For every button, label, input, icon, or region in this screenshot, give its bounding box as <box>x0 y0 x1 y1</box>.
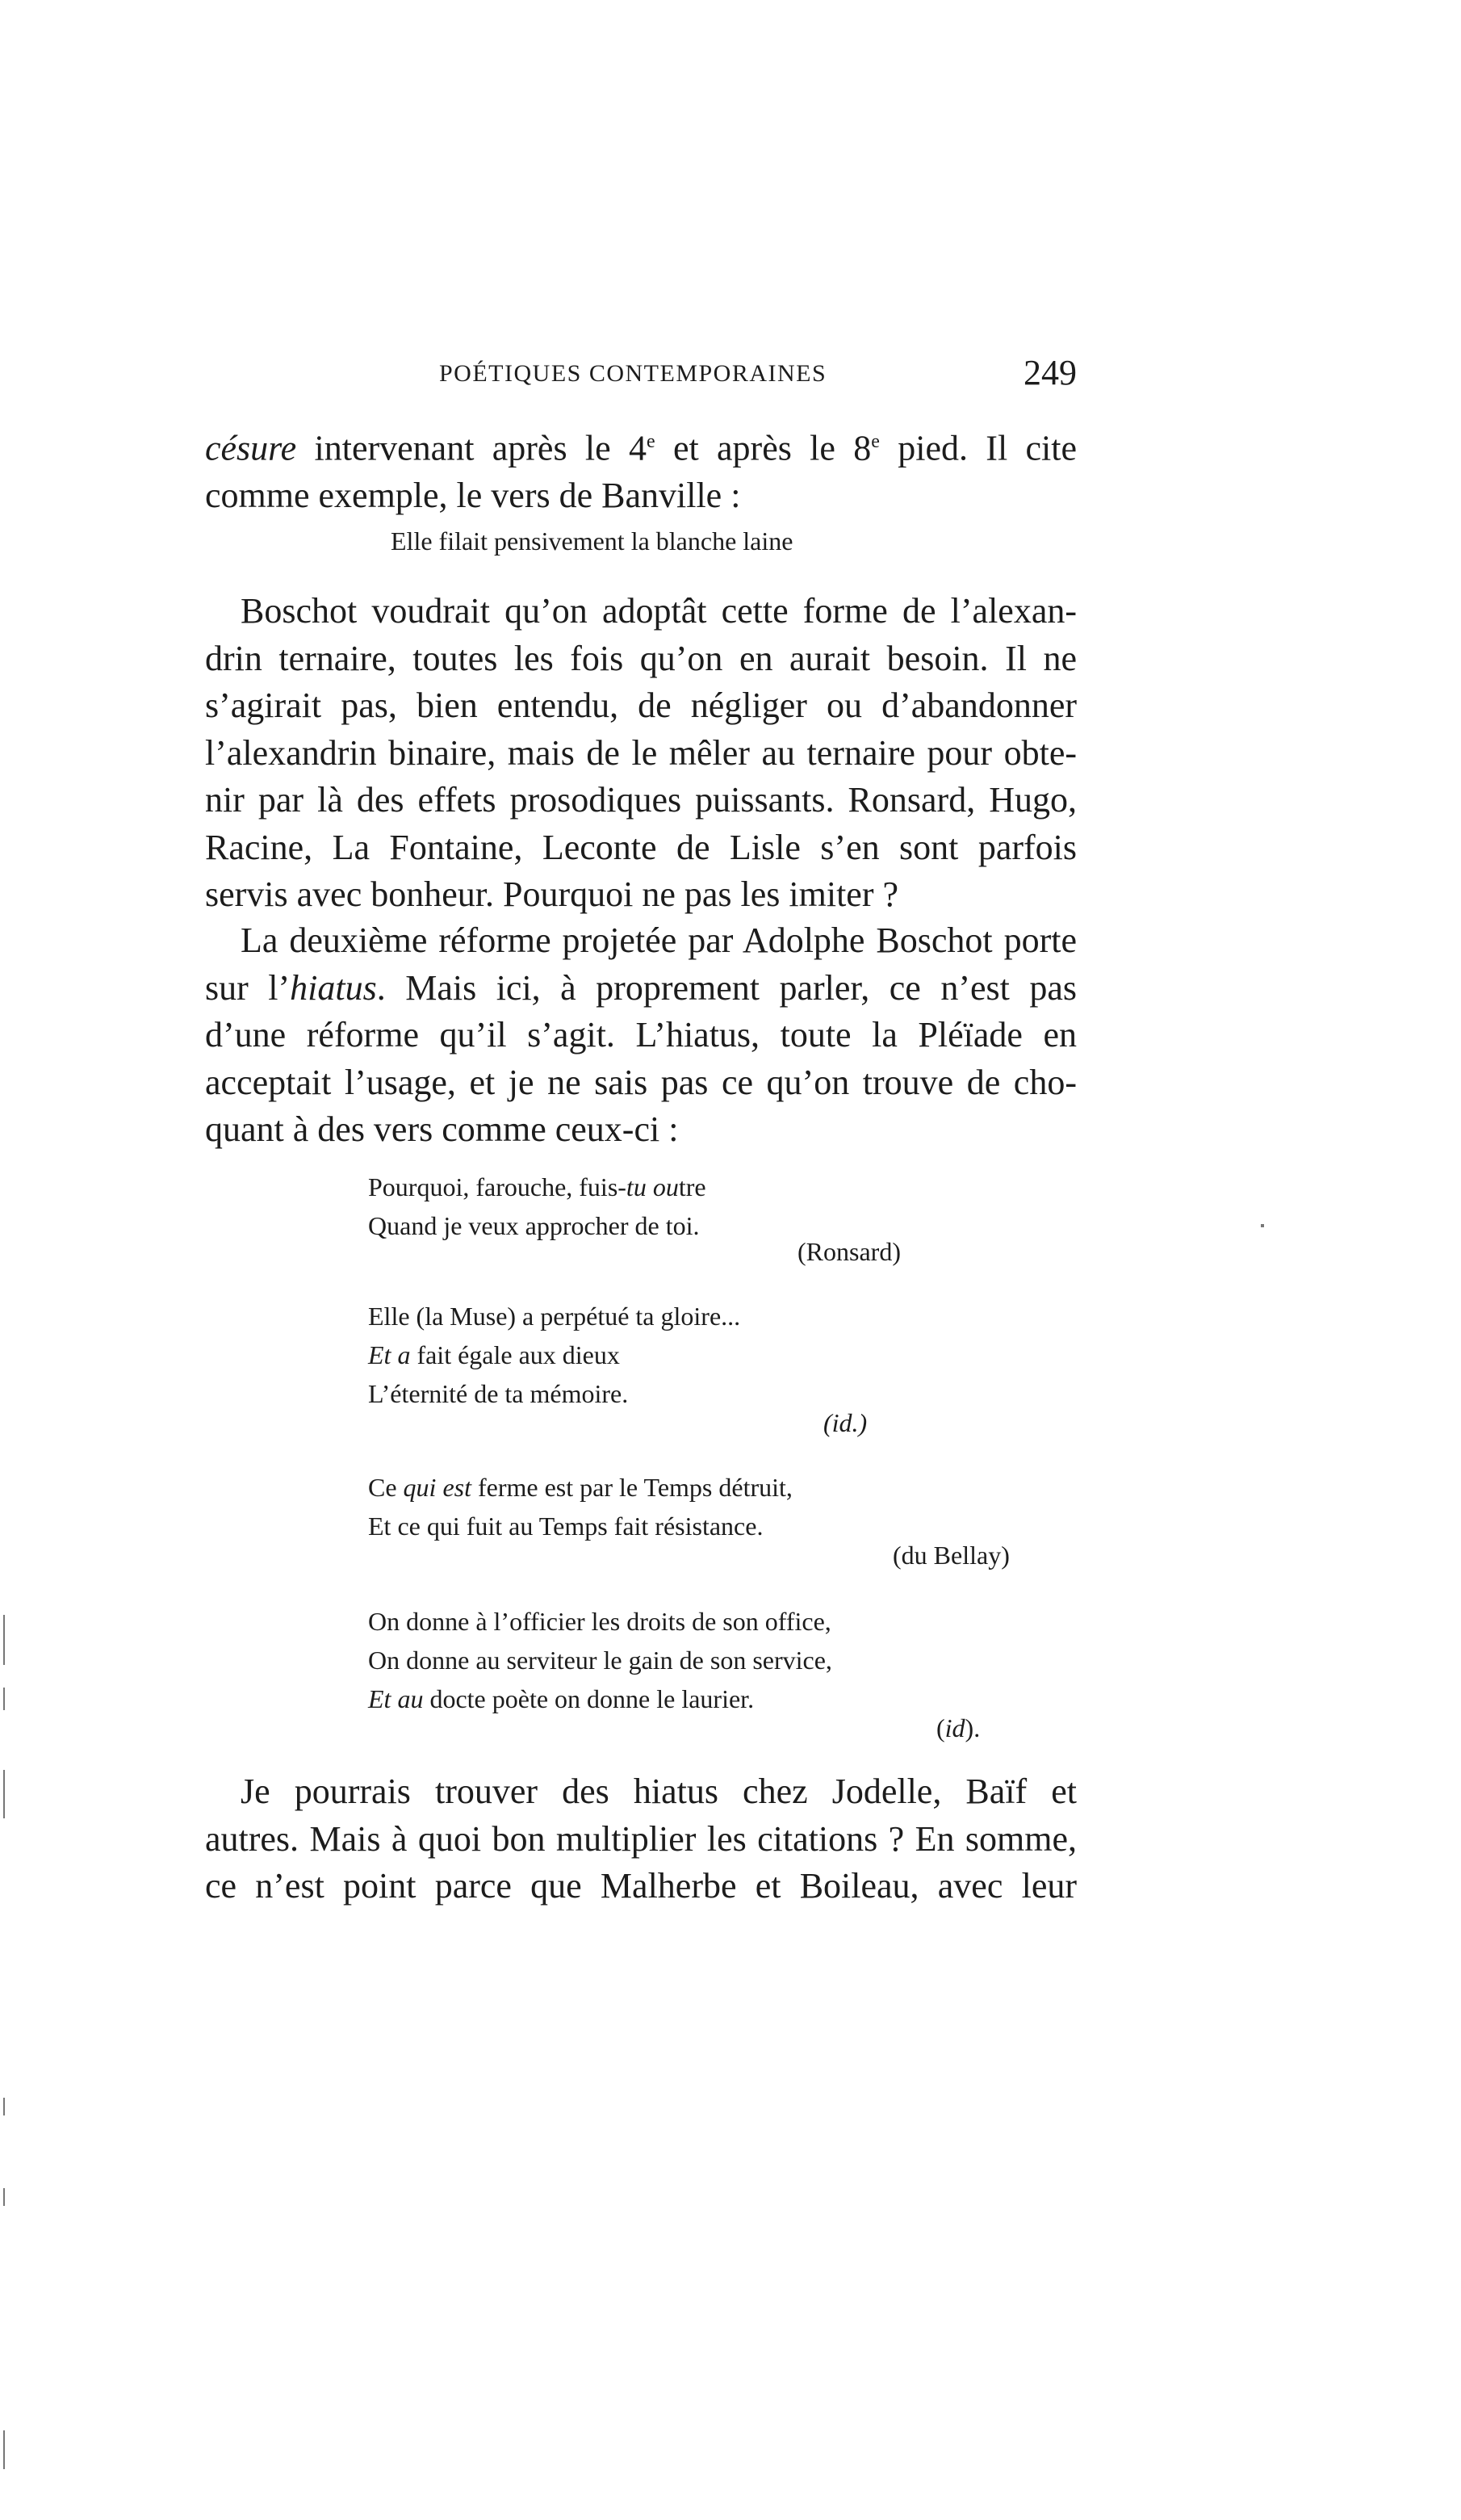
verse-line: Quand je veux approcher de toi. <box>368 1211 700 1240</box>
attribution: (id.) <box>823 1408 868 1437</box>
text-line: acceptait l’usage, et je ne sais pas ce qu’on trouve de cho- <box>205 1062 1077 1102</box>
text-line: ce n’est point parce que Malherbe et Boileau, avec leur <box>205 1866 1077 1906</box>
text-line: nir par là des effets prosodiques puissants. Ronsard, Hugo, <box>205 780 1077 820</box>
scan-mark <box>1261 1224 1264 1227</box>
text-line: Boschot voudrait qu’on adoptât cette forme de l’alexan- <box>241 591 1077 631</box>
attribution: (du Bellay) <box>893 1541 1010 1570</box>
verse-line: On donne à l’officier les droits de son office, <box>368 1607 831 1636</box>
text-line: Je pourrais trouver des hiatus chez Jodelle, Baïf et <box>241 1772 1077 1811</box>
verse-line: Elle (la Muse) a perpétué ta gloire... <box>368 1302 741 1331</box>
paragraph-2 <box>205 588 1077 919</box>
verse-line: Pourquoi, farouche, fuis-tu outre <box>368 1172 706 1201</box>
text-line: comme exemple, le vers de Banville : <box>205 476 741 516</box>
text-line: drin ternaire, toutes les fois qu’on en aurait besoin. Il ne <box>205 638 1077 678</box>
text-line: s’agirait pas, bien entendu, de négliger ou d’abandonner <box>205 686 1077 725</box>
text-line: d’une réforme qu’il s’agit. L’hiatus, toute la Pléïade en <box>205 1015 1077 1055</box>
scan-mark <box>3 1688 5 1710</box>
scan-mark <box>3 2188 5 2206</box>
text-line: césure intervenant après le 4e et après le 8e pied. Il cite <box>205 428 1077 468</box>
verse-line: Et ce qui fuit au Temps fait résistance. <box>368 1512 764 1541</box>
running-title: POÉTIQUES CONTEMPORAINES <box>439 360 827 387</box>
paragraph-4 <box>205 1768 1077 1910</box>
page-number: 249 <box>1024 353 1077 392</box>
text-line: sur l’hiatus. Mais ici, à proprement parler, ce n’est pas <box>205 967 1077 1008</box>
verse-line: L’éternité de ta mémoire. <box>368 1379 629 1408</box>
text-line: Racine, La Fontaine, Leconte de Lisle s’en sont parfois <box>205 827 1077 867</box>
scan-mark <box>3 2098 5 2115</box>
paragraph-1 <box>205 418 1077 520</box>
verse-line: On donne au serviteur le gain de son service, <box>368 1646 832 1675</box>
verse-line: Et a fait égale aux dieux <box>368 1340 620 1369</box>
attribution: (id). <box>936 1713 981 1742</box>
text-line: La deuxième réforme projetée par Adolphe Boschot porte <box>241 920 1077 960</box>
text-line: autres. Mais à quoi bon multiplier les citations ? En somme, <box>205 1818 1077 1859</box>
scan-mark <box>3 2430 5 2469</box>
attribution: (Ronsard) <box>797 1237 901 1266</box>
scan-mark <box>3 1770 5 1818</box>
text-line: servis avec bonheur. Pourquoi ne pas les imiter ? <box>205 874 899 914</box>
text-line: l’alexandrin binaire, mais de le mêler au ternaire pour obte- <box>205 732 1077 773</box>
verse-line: Elle filait pensivement la blanche laine <box>391 526 793 556</box>
paragraph-3 <box>205 917 1077 1154</box>
verse-line: Ce qui est ferme est par le Temps détruit, <box>368 1473 793 1502</box>
verse-line: Et au docte poète on donne le laurier. <box>368 1684 755 1713</box>
text-line: quant à des vers comme ceux-ci : <box>205 1109 679 1149</box>
page-header <box>205 352 1077 400</box>
scan-mark <box>3 1615 5 1665</box>
